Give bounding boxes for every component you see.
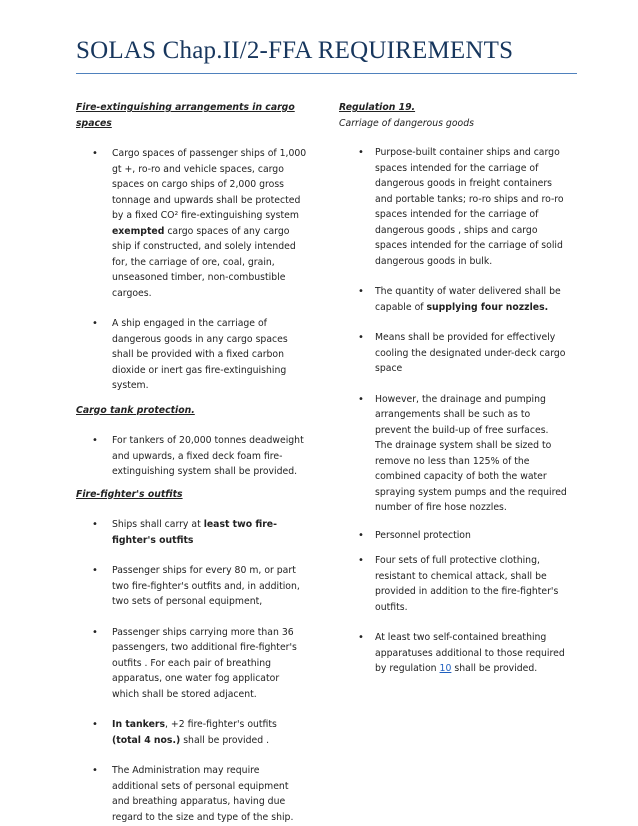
- list-item: • Four sets of full protective clothing, resistant to chemical attack, shall be provided in addition to the fire-fighter's outfits.: [339, 553, 567, 615]
- heading-fire-fighters-outfits: Fire-fighter's outfits: [76, 488, 183, 500]
- page-title: SOLAS Chap.II/2-FFA REQUIREMENTS: [76, 37, 514, 64]
- heading-cargo-spaces: Fire-extinguishing arrangements in cargo spaces: [76, 102, 295, 129]
- list-item: • For tankers of 20,000 tonnes deadweight and upwards, a fixed deck foam fire-extinguishing system shall be provided.: [76, 433, 308, 480]
- subheading-dangerous-goods: Carriage of dangerous goods: [339, 117, 474, 129]
- list-fire-fighters-outfits: [76, 517, 308, 825]
- list-item: • In tankers, +2 fire-fighter's outfits (total 4 nos.) shall be provided .: [76, 717, 308, 748]
- list-item: • The quantity of water delivered shall be capable of supplying four nozzles.: [339, 284, 567, 315]
- list-item: • At least two self-contained breathing apparatuses additional to those required by regulation 10 shall be provided.: [339, 630, 567, 677]
- title-underline: [76, 73, 577, 74]
- list-dangerous-goods: [339, 145, 567, 677]
- list-item: • A ship engaged in the carriage of dangerous goods in any cargo spaces shall be provided with a fixed carbon dioxide or inert gas fire-extinguishing system.: [76, 316, 308, 394]
- list-item: • Purpose-built container ships and cargo spaces intended for the carriage of dangerous goods in freight containers and portable tanks; ro-ro ships and ro-ro spaces intended for the carriage of dangerous goods , ships and cargo spaces intended for the carriage of solid dangerous goods in bulk.: [339, 145, 567, 269]
- list-cargo-spaces: [76, 146, 308, 394]
- left-column: [76, 100, 308, 825]
- list-item: • Means shall be provided for effectively cooling the designated under-deck cargo space: [339, 330, 567, 377]
- list-item: • Personnel protection: [339, 528, 567, 544]
- list-item: • Passenger ships carrying more than 36 passengers, two additional fire-fighter's outfits . For each pair of breathing apparatus, one water fog applicator which shall be stored adjacent.: [76, 625, 308, 703]
- right-column: [339, 100, 567, 677]
- heading-cargo-tank: Cargo tank protection.: [76, 404, 195, 416]
- heading-regulation-19: Regulation 19.: [339, 102, 416, 113]
- list-item: • The Administration may require additional sets of personal equipment and breathing apparatus, having due regard to the size and type of the ship.: [76, 763, 308, 825]
- list-item: • Passenger ships for every 80 m, or part two fire-fighter's outfits and, in addition, two sets of personal equipment,: [76, 563, 308, 610]
- list-item: • Ships shall carry at least two fire-fighter's outfits: [76, 517, 308, 548]
- list-cargo-tank: [76, 433, 308, 480]
- regulation-10-link[interactable]: 10: [439, 663, 452, 674]
- list-item: • However, the drainage and pumping arrangements shall be such as to prevent the build-up of free surfaces. The drainage system shall be sized to remove no less than 125% of the combined capacity of both the water spraying system pumps and the required number of fire hose nozzles.: [339, 392, 567, 516]
- list-item: • Cargo spaces of passenger ships of 1,000 gt +, ro-ro and vehicle spaces, cargo spaces on cargo ships of 2,000 gross tonnage and upwards shall be protected by a fixed CO² fire-extinguishing system exempted cargo spaces of any cargo ship if constructed, and solely intended for, the carriage of ore, coal, grain, unseasoned timber, non-combustible cargoes.: [76, 146, 308, 301]
